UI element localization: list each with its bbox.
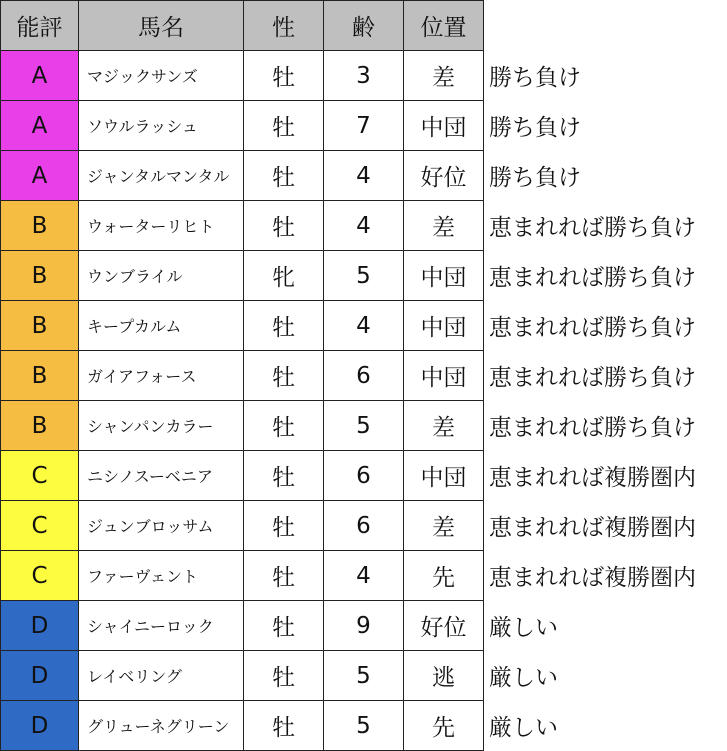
horse-name-cell: シャイニーロック xyxy=(79,601,244,651)
table-row xyxy=(1,701,727,751)
grade-cell: C xyxy=(1,551,79,601)
grade-cell: D xyxy=(1,601,79,651)
table-row xyxy=(1,351,727,401)
note-cell: 恵まれれば勝ち負け xyxy=(484,301,727,351)
table-row xyxy=(1,201,727,251)
horse-name-cell: ファーヴェント xyxy=(79,551,244,601)
table-row xyxy=(1,501,727,551)
horse-name-cell: ウンブライル xyxy=(79,251,244,301)
sex-cell: 牡 xyxy=(244,651,324,701)
age-cell: 6 xyxy=(324,451,404,501)
position-cell: 逃 xyxy=(404,651,484,701)
age-cell: 5 xyxy=(324,651,404,701)
horse-name-cell: ジャンタルマンタル xyxy=(79,151,244,201)
grade-cell: B xyxy=(1,201,79,251)
grade-cell: D xyxy=(1,701,79,751)
note-cell: 恵まれれば複勝圏内 xyxy=(484,501,727,551)
table-row xyxy=(1,51,727,101)
grade-cell: B xyxy=(1,401,79,451)
position-cell: 中団 xyxy=(404,251,484,301)
age-cell: 3 xyxy=(324,51,404,101)
position-cell: 中団 xyxy=(404,301,484,351)
note-cell: 厳しい xyxy=(484,601,727,651)
grade-cell: B xyxy=(1,251,79,301)
sex-cell: 牡 xyxy=(244,701,324,751)
age-cell: 9 xyxy=(324,601,404,651)
header-position: 位置 xyxy=(404,1,484,51)
table-row xyxy=(1,601,727,651)
horse-name-cell: ジュンブロッサム xyxy=(79,501,244,551)
horse-name-cell: キープカルム xyxy=(79,301,244,351)
note-cell: 勝ち負け xyxy=(484,101,727,151)
age-cell: 5 xyxy=(324,251,404,301)
sex-cell: 牡 xyxy=(244,51,324,101)
table-body xyxy=(1,51,727,751)
sex-cell: 牡 xyxy=(244,351,324,401)
table-row xyxy=(1,451,727,501)
note-cell: 恵まれれば複勝圏内 xyxy=(484,451,727,501)
sex-cell: 牡 xyxy=(244,101,324,151)
header-horse-name: 馬名 xyxy=(79,1,244,51)
horse-name-cell: ニシノスーベニア xyxy=(79,451,244,501)
grade-cell: A xyxy=(1,51,79,101)
grade-cell: D xyxy=(1,651,79,701)
age-cell: 4 xyxy=(324,201,404,251)
age-cell: 6 xyxy=(324,351,404,401)
position-cell: 好位 xyxy=(404,151,484,201)
header-sex: 性 xyxy=(244,1,324,51)
horse-name-cell: シャンパンカラー xyxy=(79,401,244,451)
position-cell: 先 xyxy=(404,551,484,601)
horse-name-cell: グリューネグリーン xyxy=(79,701,244,751)
table-row xyxy=(1,101,727,151)
table-row xyxy=(1,651,727,701)
horse-name-cell: マジックサンズ xyxy=(79,51,244,101)
horse-name-cell: レイベリング xyxy=(79,651,244,701)
sex-cell: 牡 xyxy=(244,451,324,501)
position-cell: 差 xyxy=(404,51,484,101)
note-cell: 厳しい xyxy=(484,701,727,751)
header-note xyxy=(484,1,727,51)
note-cell: 恵まれれば勝ち負け xyxy=(484,401,727,451)
position-cell: 中団 xyxy=(404,101,484,151)
grade-cell: B xyxy=(1,301,79,351)
header-rating: 能評 xyxy=(1,1,79,51)
note-cell: 厳しい xyxy=(484,651,727,701)
grade-cell: A xyxy=(1,101,79,151)
grade-cell: B xyxy=(1,351,79,401)
age-cell: 5 xyxy=(324,701,404,751)
table-row xyxy=(1,551,727,601)
grade-cell: C xyxy=(1,501,79,551)
age-cell: 4 xyxy=(324,301,404,351)
header-age: 齢 xyxy=(324,1,404,51)
position-cell: 差 xyxy=(404,201,484,251)
position-cell: 好位 xyxy=(404,601,484,651)
note-cell: 恵まれれば勝ち負け xyxy=(484,201,727,251)
note-cell: 恵まれれば勝ち負け xyxy=(484,351,727,401)
table-row xyxy=(1,301,727,351)
note-cell: 勝ち負け xyxy=(484,51,727,101)
position-cell: 中団 xyxy=(404,451,484,501)
note-cell: 恵まれれば勝ち負け xyxy=(484,251,727,301)
sex-cell: 牡 xyxy=(244,601,324,651)
sex-cell: 牡 xyxy=(244,301,324,351)
grade-cell: A xyxy=(1,151,79,201)
sex-cell: 牡 xyxy=(244,201,324,251)
position-cell: 中団 xyxy=(404,351,484,401)
sex-cell: 牡 xyxy=(244,401,324,451)
note-cell: 恵まれれば複勝圏内 xyxy=(484,551,727,601)
grade-cell: C xyxy=(1,451,79,501)
age-cell: 4 xyxy=(324,551,404,601)
sex-cell: 牡 xyxy=(244,151,324,201)
horse-name-cell: ウォーターリヒト xyxy=(79,201,244,251)
sex-cell: 牡 xyxy=(244,551,324,601)
table-row xyxy=(1,401,727,451)
header-row xyxy=(1,1,727,51)
table-row xyxy=(1,151,727,201)
age-cell: 5 xyxy=(324,401,404,451)
table-row xyxy=(1,251,727,301)
note-cell: 勝ち負け xyxy=(484,151,727,201)
horse-name-cell: ソウルラッシュ xyxy=(79,101,244,151)
age-cell: 4 xyxy=(324,151,404,201)
age-cell: 6 xyxy=(324,501,404,551)
sex-cell: 牡 xyxy=(244,501,324,551)
age-cell: 7 xyxy=(324,101,404,151)
sex-cell: 牝 xyxy=(244,251,324,301)
position-cell: 差 xyxy=(404,401,484,451)
position-cell: 差 xyxy=(404,501,484,551)
horse-name-cell: ガイアフォース xyxy=(79,351,244,401)
position-cell: 先 xyxy=(404,701,484,751)
